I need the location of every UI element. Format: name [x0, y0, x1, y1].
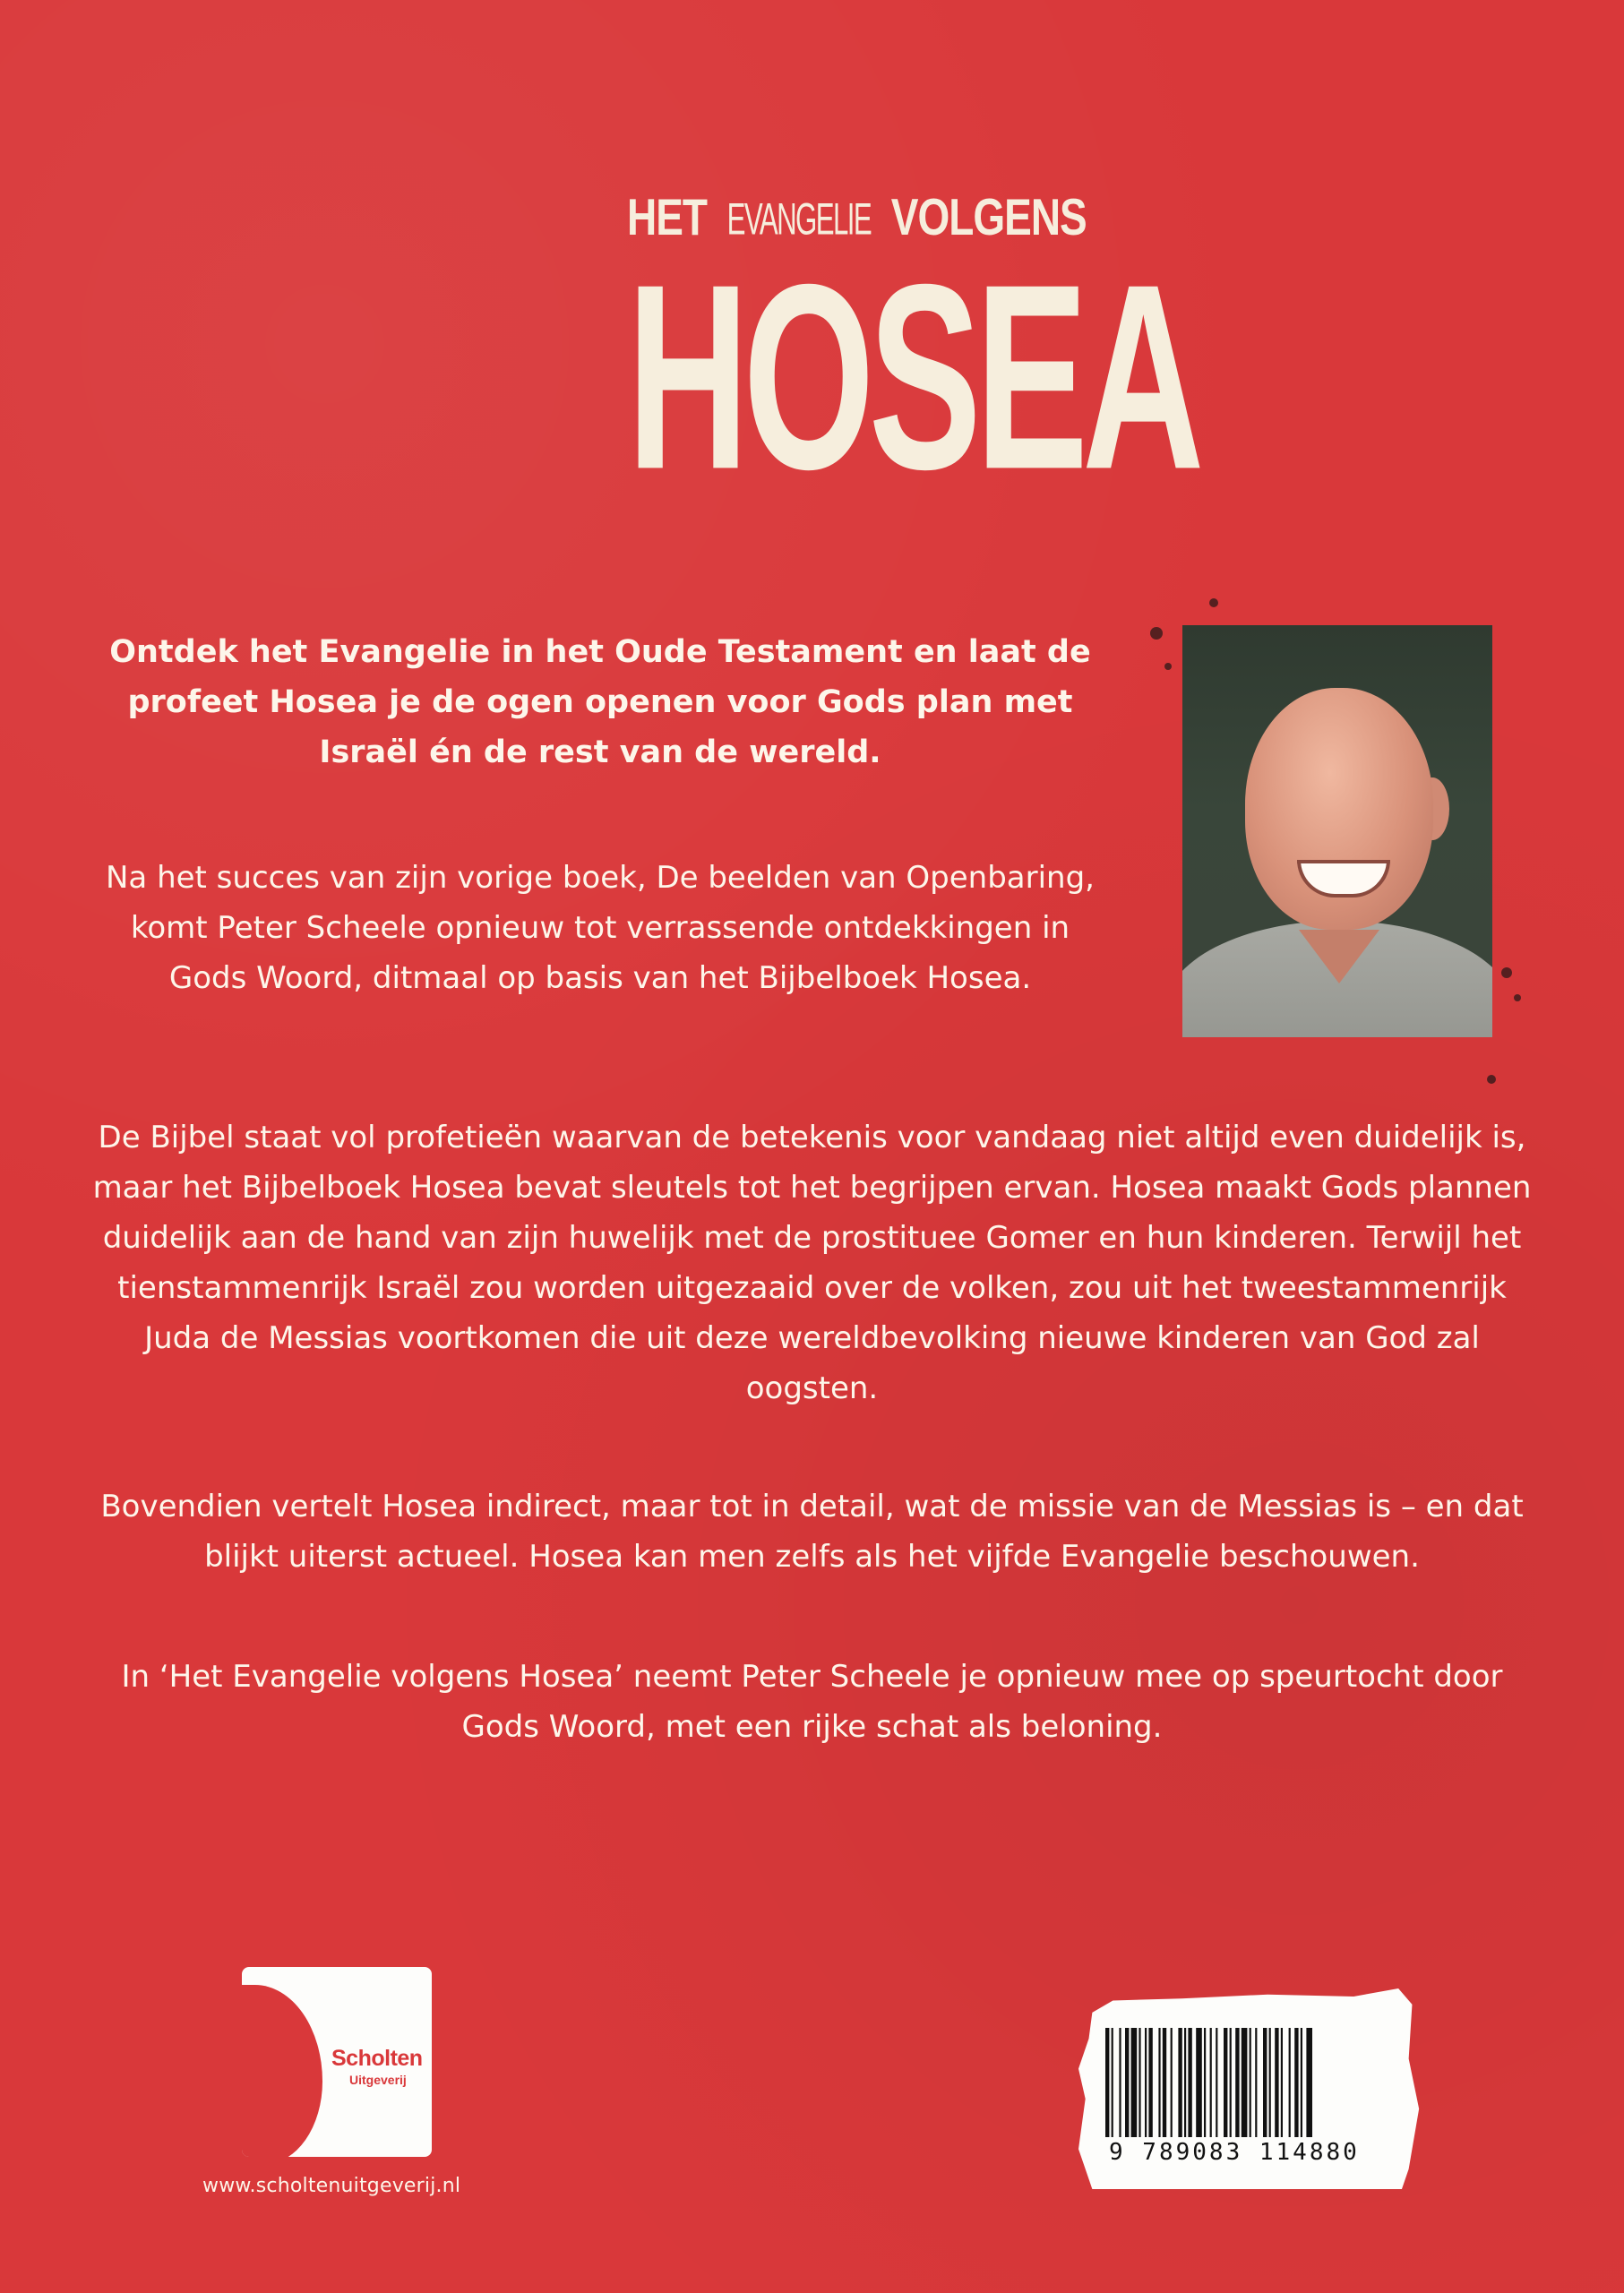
splatter-decoration — [1164, 663, 1172, 670]
barcode-bar — [1112, 2028, 1113, 2137]
barcode-bar — [1131, 2028, 1138, 2137]
title-evangelie: EVANGELIE — [726, 194, 872, 245]
barcode-bar — [1306, 2028, 1312, 2137]
barcode-bar — [1230, 2028, 1232, 2137]
isbn-number: 9 789083 114880 — [1109, 2139, 1360, 2166]
barcode-bar — [1255, 2028, 1257, 2137]
barcode-bar — [1196, 2028, 1202, 2137]
barcode-bar — [1163, 2028, 1166, 2137]
barcode-bar — [1250, 2028, 1251, 2137]
barcode-bar — [1139, 2028, 1140, 2137]
paragraph-1: Na het succes van zijn vorige boek, De beelden van Openbaring, komt Peter Scheele opnieuw tot verrassende ontdekkingen in Gods Woord, ditmaal op basis van het Bijbelboek Hosea. — [106, 860, 1095, 996]
logo-head-silhouette — [242, 1985, 322, 2157]
barcode-bar — [1224, 2028, 1227, 2137]
paragraph-2: De Bijbel staat vol profetieën waarvan de betekenis voor vandaag niet altijd even duidelijk is, maar het Bijbelboek Hosea bevat sleutels tot het begrijpen ervan. Hosea maakt Gods plannen duidelijk aan de hand van zijn huwelijk met de prostituee Gomer en hun kinderen. Terwijl het tienstammenrijk Israël zou worden uitgezaaid over de volken, zou uit het tweestammenrijk Juda de Messias voortkomen die uit deze wereldbevolking nieuwe kinderen van God zal oogsten. — [92, 1120, 1532, 1406]
barcode-bar — [1105, 2028, 1109, 2137]
barcode-bar — [1242, 2028, 1248, 2137]
author-portrait — [1182, 625, 1492, 1037]
barcode-bar — [1294, 2028, 1298, 2137]
title-hosea: HOSEA — [627, 229, 1199, 525]
barcode-bar — [1289, 2028, 1291, 2137]
barcode-bar — [1188, 2028, 1191, 2137]
title-volgens: VOLGENS — [890, 187, 1087, 246]
barcode-bar — [1184, 2028, 1186, 2137]
barcode-bar — [1216, 2028, 1217, 2137]
paragraph-4: In ‘Het Evangelie volgens Hosea’ neemt Peter Scheele je opnieuw mee op speurtocht door Gods Woord, met een rijke schat als beloning. — [121, 1659, 1503, 1745]
barcode-bar — [1269, 2028, 1271, 2137]
splatter-decoration — [1209, 598, 1218, 607]
intro-text: Ontdek het Evangelie in het Oude Testament en laat de profeet Hosea je de ogen openen voor Gods plan met Israël én de rest van de wereld. — [109, 634, 1091, 770]
barcode-bar — [1148, 2028, 1152, 2137]
barcode-bars — [1104, 2028, 1383, 2137]
splatter-decoration — [1501, 967, 1512, 978]
barcode-bar — [1275, 2028, 1278, 2137]
barcode-bar — [1281, 2028, 1283, 2137]
barcode-bar — [1204, 2028, 1206, 2137]
splatter-decoration — [1514, 994, 1521, 1001]
barcode-bar — [1125, 2028, 1129, 2137]
title-het: HET — [627, 187, 707, 246]
barcode-bar — [1235, 2028, 1239, 2137]
splatter-decoration — [1150, 627, 1163, 640]
paragraph-3: Bovendien vertelt Hosea indirect, maar tot in detail, wat de missie van de Messias is – en dat blijkt uiterst actueel. Hosea kan men zelfs als het vijfde Evangelie beschouwen. — [100, 1489, 1524, 1575]
barcode-bar — [1210, 2028, 1212, 2137]
barcode-bar — [1301, 2028, 1302, 2137]
barcode-bar — [1158, 2028, 1160, 2137]
publisher-website: www.scholtenuitgeverij.nl — [202, 2175, 461, 2197]
publisher-sub: Uitgeverij — [349, 2073, 407, 2087]
barcode-bar — [1263, 2028, 1267, 2137]
barcode-bar — [1145, 2028, 1147, 2137]
barcode-bar — [1178, 2028, 1181, 2137]
book-title — [627, 187, 1199, 525]
publisher-name: Scholten — [331, 2046, 423, 2071]
barcode-bar — [1119, 2028, 1121, 2137]
splatter-decoration — [1487, 1075, 1496, 1084]
barcode-bar — [1171, 2028, 1173, 2137]
publisher-logo — [242, 1967, 432, 2157]
